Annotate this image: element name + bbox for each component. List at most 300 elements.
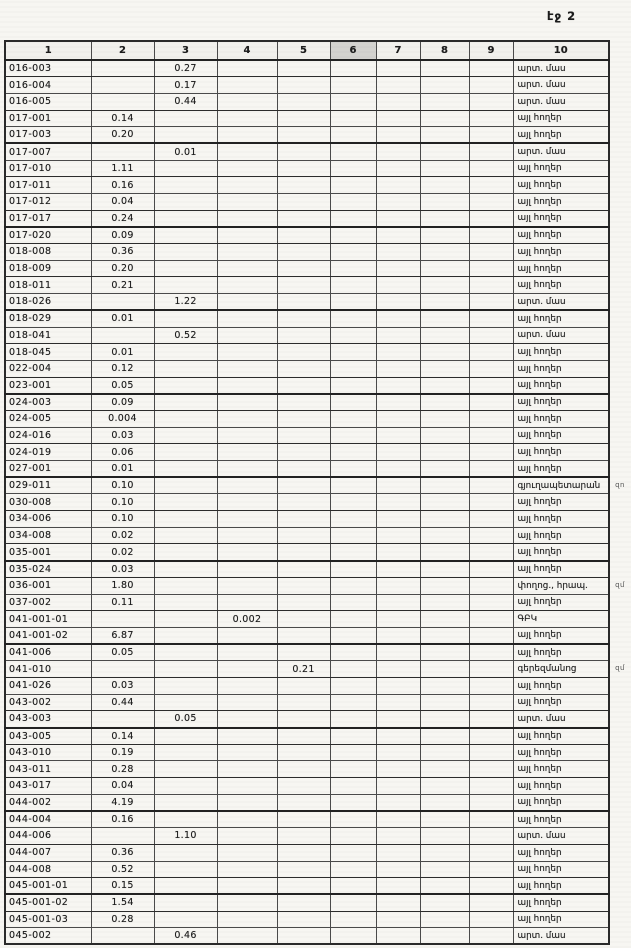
area-value [217, 477, 277, 494]
area-value [217, 627, 277, 644]
area-value [277, 394, 330, 411]
area-value [217, 861, 277, 878]
land-use-label: արտ. մաս [513, 60, 609, 77]
area-value [91, 928, 154, 945]
area-value [277, 794, 330, 811]
table-row [5, 60, 609, 77]
area-value [330, 327, 376, 344]
area-value [277, 511, 330, 528]
area-value [420, 794, 469, 811]
area-value [217, 828, 277, 845]
area-value [154, 744, 217, 761]
table-row [5, 477, 609, 494]
area-value [469, 277, 513, 294]
area-value [154, 894, 217, 911]
area-value [420, 294, 469, 311]
parcel-code: 036-001 [5, 577, 91, 594]
area-value [154, 194, 217, 211]
area-value: 0.28 [91, 761, 154, 778]
parcel-code: 016-003 [5, 60, 91, 77]
area-value [217, 794, 277, 811]
area-value: 0.05 [91, 644, 154, 661]
area-value [469, 711, 513, 728]
parcel-code: 034-006 [5, 511, 91, 528]
area-value [277, 210, 330, 227]
area-value: 0.03 [91, 677, 154, 694]
area-value [277, 811, 330, 828]
area-value [376, 911, 420, 928]
area-value [277, 143, 330, 160]
area-value [469, 577, 513, 594]
area-value [330, 611, 376, 628]
area-value [469, 127, 513, 144]
area-value [277, 844, 330, 861]
area-value [330, 494, 376, 511]
area-value: 0.14 [91, 728, 154, 745]
area-value [469, 244, 513, 261]
table-row [5, 260, 609, 277]
area-value [277, 694, 330, 711]
area-value [217, 160, 277, 177]
area-value [469, 744, 513, 761]
area-value [217, 928, 277, 945]
area-value: 0.004 [91, 410, 154, 427]
area-value [277, 544, 330, 561]
parcel-code: 045-001-02 [5, 894, 91, 911]
land-use-label: այլ հողեր [513, 527, 609, 544]
area-value [277, 878, 330, 895]
table-row [5, 444, 609, 461]
parcel-code: 041-001-01 [5, 611, 91, 628]
area-value [469, 511, 513, 528]
area-value [154, 360, 217, 377]
area-value [469, 527, 513, 544]
land-use-label: գերեզմանոց զմ [513, 661, 609, 678]
area-value [330, 377, 376, 394]
area-value [376, 511, 420, 528]
parcel-code: 034-008 [5, 527, 91, 544]
area-value: 0.21 [277, 661, 330, 678]
table-row [5, 110, 609, 127]
area-value [330, 77, 376, 94]
table-row [5, 861, 609, 878]
table-row [5, 194, 609, 211]
area-value [217, 694, 277, 711]
area-value [469, 327, 513, 344]
table-row [5, 77, 609, 94]
area-value [277, 828, 330, 845]
area-value [469, 427, 513, 444]
parcel-code: 041-026 [5, 677, 91, 694]
area-value [376, 828, 420, 845]
area-value [154, 110, 217, 127]
area-value [420, 244, 469, 261]
parcel-code: 018-045 [5, 344, 91, 361]
handwritten-margin-annotation: զո [615, 481, 625, 490]
area-value [154, 577, 217, 594]
area-value: 0.52 [91, 861, 154, 878]
area-value [420, 461, 469, 478]
area-value [376, 527, 420, 544]
parcel-code: 018-041 [5, 327, 91, 344]
area-value [154, 244, 217, 261]
land-use-label: այլ հողեր [513, 194, 609, 211]
area-value [277, 127, 330, 144]
area-value [376, 360, 420, 377]
area-value [154, 494, 217, 511]
parcel-code: 041-010 [5, 661, 91, 678]
parcel-code: 018-026 [5, 294, 91, 311]
area-value [277, 477, 330, 494]
parcel-code: 045-001-01 [5, 878, 91, 895]
table-row [5, 778, 609, 795]
area-value [330, 360, 376, 377]
area-value [330, 410, 376, 427]
area-value: 1.22 [154, 294, 217, 311]
area-value [330, 177, 376, 194]
area-value [217, 143, 277, 160]
area-value [217, 544, 277, 561]
area-value [277, 861, 330, 878]
area-value [420, 894, 469, 911]
area-value [420, 93, 469, 110]
area-value: 0.20 [91, 260, 154, 277]
area-value [154, 544, 217, 561]
area-value [277, 611, 330, 628]
area-value [376, 461, 420, 478]
table-row [5, 561, 609, 578]
parcel-code: 043-002 [5, 694, 91, 711]
area-value [277, 444, 330, 461]
area-value [217, 344, 277, 361]
area-value [469, 661, 513, 678]
parcel-code: 044-007 [5, 844, 91, 861]
area-value [277, 577, 330, 594]
area-value [217, 360, 277, 377]
area-value: 0.10 [91, 511, 154, 528]
area-value [420, 160, 469, 177]
area-value [330, 744, 376, 761]
area-value [330, 728, 376, 745]
area-value [469, 811, 513, 828]
table-row [5, 744, 609, 761]
area-value [469, 794, 513, 811]
land-use-label: այլ հողեր [513, 544, 609, 561]
area-value [217, 644, 277, 661]
area-value [330, 711, 376, 728]
area-value [376, 127, 420, 144]
area-value [217, 394, 277, 411]
area-value [469, 778, 513, 795]
area-value [277, 744, 330, 761]
area-value [277, 294, 330, 311]
area-value [330, 394, 376, 411]
parcel-code: 017-007 [5, 143, 91, 160]
area-value [154, 277, 217, 294]
area-value [217, 594, 277, 611]
area-value [376, 427, 420, 444]
table-row [5, 494, 609, 511]
area-value [376, 344, 420, 361]
area-value [376, 110, 420, 127]
area-value: 0.44 [154, 93, 217, 110]
table-row [5, 294, 609, 311]
area-value: 0.12 [91, 360, 154, 377]
table-row [5, 811, 609, 828]
parcel-code: 035-024 [5, 561, 91, 578]
area-value [420, 811, 469, 828]
area-value [420, 377, 469, 394]
land-use-label: այլ հողեր [513, 511, 609, 528]
area-value [420, 677, 469, 694]
area-value [420, 594, 469, 611]
area-value [91, 93, 154, 110]
area-value: 0.20 [91, 127, 154, 144]
area-value [154, 410, 217, 427]
area-value [154, 778, 217, 795]
area-value [330, 511, 376, 528]
parcel-code: 043-017 [5, 778, 91, 795]
column-header: 6 [330, 41, 376, 60]
table-row [5, 711, 609, 728]
area-value [154, 627, 217, 644]
area-value: 0.04 [91, 194, 154, 211]
area-value [154, 527, 217, 544]
area-value [217, 711, 277, 728]
table-row [5, 210, 609, 227]
area-value [469, 310, 513, 327]
area-value [469, 494, 513, 511]
area-value [376, 177, 420, 194]
area-value [154, 160, 217, 177]
area-value [420, 310, 469, 327]
area-value [469, 360, 513, 377]
area-value [217, 93, 277, 110]
area-value [277, 594, 330, 611]
area-value [420, 360, 469, 377]
parcel-code: 017-017 [5, 210, 91, 227]
area-value: 0.36 [91, 844, 154, 861]
area-value [217, 194, 277, 211]
area-value: 0.11 [91, 594, 154, 611]
area-value [420, 544, 469, 561]
area-value: 0.03 [91, 427, 154, 444]
area-value: 0.46 [154, 928, 217, 945]
area-value [330, 110, 376, 127]
area-value [376, 410, 420, 427]
area-value [217, 260, 277, 277]
area-value [376, 77, 420, 94]
area-value [469, 410, 513, 427]
area-value [376, 477, 420, 494]
area-value [330, 627, 376, 644]
area-value [469, 77, 513, 94]
area-value [217, 844, 277, 861]
area-value [376, 744, 420, 761]
area-value [330, 60, 376, 77]
area-value [420, 661, 469, 678]
area-value [154, 394, 217, 411]
area-value [420, 327, 469, 344]
column-header: 1 [5, 41, 91, 60]
area-value: 0.04 [91, 778, 154, 795]
land-use-label: այլ հողեր [513, 694, 609, 711]
area-value [376, 194, 420, 211]
area-value [376, 310, 420, 327]
parcel-code: 022-004 [5, 360, 91, 377]
area-value [154, 177, 217, 194]
column-header: 5 [277, 41, 330, 60]
area-value [217, 511, 277, 528]
area-value: 0.15 [91, 878, 154, 895]
area-value [469, 761, 513, 778]
area-value: 0.05 [91, 377, 154, 394]
area-value [277, 761, 330, 778]
area-value [469, 728, 513, 745]
area-value [277, 194, 330, 211]
area-value [330, 778, 376, 795]
area-value [469, 110, 513, 127]
area-value [277, 410, 330, 427]
area-value [277, 60, 330, 77]
column-header: 7 [376, 41, 420, 60]
column-header: 4 [217, 41, 277, 60]
table-row [5, 277, 609, 294]
area-value [376, 878, 420, 895]
area-value: 0.03 [91, 561, 154, 578]
parcel-code: 016-004 [5, 77, 91, 94]
area-value: 0.002 [217, 611, 277, 628]
table-row [5, 177, 609, 194]
area-value [154, 511, 217, 528]
area-value [330, 194, 376, 211]
area-value [154, 878, 217, 895]
land-use-label: այլ հողեր [513, 344, 609, 361]
area-value: 0.44 [91, 694, 154, 711]
table-row [5, 928, 609, 945]
area-value [420, 611, 469, 628]
area-value [420, 644, 469, 661]
area-value [420, 878, 469, 895]
area-value [330, 861, 376, 878]
area-value [277, 778, 330, 795]
area-value [420, 928, 469, 945]
area-value [469, 911, 513, 928]
area-value [469, 878, 513, 895]
land-use-label: արտ. մաս [513, 711, 609, 728]
area-value [217, 244, 277, 261]
area-value [330, 227, 376, 244]
area-value [217, 661, 277, 678]
area-value [277, 427, 330, 444]
land-use-label: այլ հողեր [513, 561, 609, 578]
area-value [420, 728, 469, 745]
area-value [376, 694, 420, 711]
area-value [217, 911, 277, 928]
area-value [420, 527, 469, 544]
area-value [469, 694, 513, 711]
table-row [5, 360, 609, 377]
area-value [420, 227, 469, 244]
area-value [330, 344, 376, 361]
land-use-label: այլ հողեր [513, 310, 609, 327]
table-row [5, 611, 609, 628]
area-value [330, 277, 376, 294]
area-value: 4.19 [91, 794, 154, 811]
land-use-label: այլ հողեր [513, 728, 609, 745]
area-value [469, 461, 513, 478]
column-header: 3 [154, 41, 217, 60]
table-row [5, 577, 609, 594]
area-value [420, 344, 469, 361]
area-value [330, 794, 376, 811]
column-header: 9 [469, 41, 513, 60]
area-value [277, 160, 330, 177]
land-use-label: արտ. մաս [513, 143, 609, 160]
land-use-label: այլ հողեր [513, 394, 609, 411]
table-row [5, 627, 609, 644]
table-row [5, 761, 609, 778]
area-value [330, 828, 376, 845]
table-row [5, 894, 609, 911]
area-value [217, 878, 277, 895]
parcel-code: 023-001 [5, 377, 91, 394]
area-value [154, 227, 217, 244]
area-value: 0.01 [91, 461, 154, 478]
area-value: 0.01 [154, 143, 217, 160]
area-value [154, 444, 217, 461]
area-value [217, 127, 277, 144]
area-value [330, 878, 376, 895]
area-value [420, 77, 469, 94]
land-use-label: այլ հողեր [513, 627, 609, 644]
handwritten-margin-annotation: զմ [615, 664, 625, 673]
land-use-label: այլ հողեր [513, 110, 609, 127]
area-value: 0.19 [91, 744, 154, 761]
column-header: 2 [91, 41, 154, 60]
parcel-code: 041-006 [5, 644, 91, 661]
land-use-label: այլ հողեր [513, 677, 609, 694]
area-value [469, 177, 513, 194]
area-value [217, 744, 277, 761]
land-use-label: այլ հողեր [513, 377, 609, 394]
table-row [5, 878, 609, 895]
area-value [277, 360, 330, 377]
area-value [154, 344, 217, 361]
area-value [469, 194, 513, 211]
parcel-code: 018-029 [5, 310, 91, 327]
area-value [420, 277, 469, 294]
area-value [376, 244, 420, 261]
table-row [5, 160, 609, 177]
area-value [376, 444, 420, 461]
area-value [469, 844, 513, 861]
area-value [330, 260, 376, 277]
area-value [376, 794, 420, 811]
land-use-label: գյուղապետարան զո [513, 477, 609, 494]
table-row [5, 394, 609, 411]
area-value: 0.17 [154, 77, 217, 94]
area-value [154, 861, 217, 878]
area-value [376, 60, 420, 77]
area-value [469, 861, 513, 878]
area-value [420, 410, 469, 427]
area-value: 0.24 [91, 210, 154, 227]
area-value [154, 728, 217, 745]
area-value [217, 494, 277, 511]
area-value [330, 811, 376, 828]
parcel-code: 027-001 [5, 461, 91, 478]
